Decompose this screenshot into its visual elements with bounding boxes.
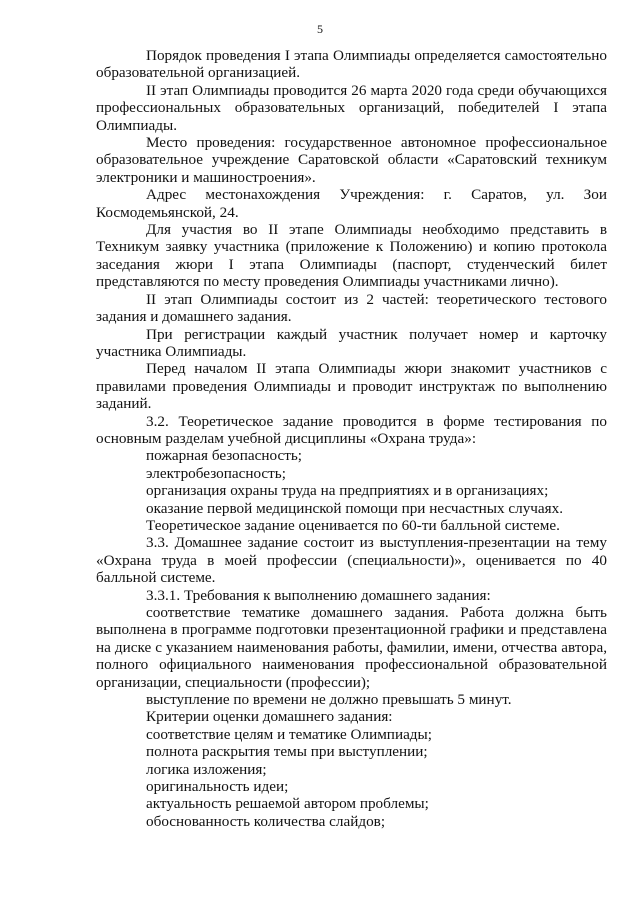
list-item: логика изложения;: [146, 760, 267, 778]
list-item: оригинальность идеи;: [146, 778, 289, 796]
list-item: соответствие целям и тематике Олимпиады;: [146, 725, 432, 743]
paragraph-section-3-2: 3.2. Теоретическое задание проводится в форме тестирования по основным разделам учебной дисциплины «Охрана труда»:: [96, 412, 607, 447]
list-item: пожарная безопасность;: [146, 447, 303, 465]
list-item: электробезопасность;: [146, 464, 286, 482]
page-number: 5: [317, 22, 323, 36]
document-body: [96, 47, 607, 830]
paragraph-homework-requirements: соответствие тематике домашнего задания. Работа должна быть выполнена в программе подготовки презентационной графики и представлена на диске с указанием наименования работы, фамилии, имени, отчества автора, полного официального наименования профессиональной образовательной организации, специальности (профессии);: [96, 604, 607, 691]
list-item: оказание первой медицинской помощи при несчастных случаях.: [146, 499, 564, 517]
list-item: выступление по времени не должно превышать 5 минут.: [146, 691, 512, 709]
list-item: обоснованность количества слайдов;: [146, 812, 386, 830]
paragraph-venue: Место проведения: государственное автономное профессиональное образовательное учреждение Саратовской области «Саратовский техникум электроники и машиностроения».: [96, 134, 607, 186]
paragraph-criteria-heading: Критерии оценки домашнего задания:: [146, 708, 393, 726]
paragraph-briefing: Перед началом II этапа Олимпиады жюри знакомит участников с правилами проведения Олимпиады и проводит инструктаж по выполнению заданий.: [96, 360, 607, 413]
paragraph-section-3-3: 3.3. Домашнее задание состоит из выступления-презентации на тему «Охрана труда в моей профессии (специальности)», оценивается по 40 балльной системе.: [96, 534, 607, 587]
paragraph-section-3-3-1: 3.3.1. Требования к выполнению домашнего задания:: [146, 586, 491, 604]
paragraph-theory-score: Теоретическое задание оценивается по 60-ти балльной системе.: [146, 516, 560, 534]
paragraph-address: Адрес местонахождения Учреждения: г. Саратов, ул. Зои Космодемьянской, 24.: [96, 186, 607, 221]
paragraph-registration: При регистрации каждый участник получает номер и карточку участника Олимпиады.: [96, 325, 607, 360]
list-item: организация охраны труда на предприятиях и в организациях;: [146, 482, 549, 500]
paragraph-stage2-date: II этап Олимпиады проводится 26 марта 2020 года среди обучающихся профессиональных образовательных организаций, победителей I этапа Олимпиады.: [96, 81, 607, 134]
paragraph-stage2-parts: II этап Олимпиады состоит из 2 частей: теоретического тестового задания и домашнего задания.: [96, 290, 607, 326]
paragraph-participation: Для участия во II этапе Олимпиады необходимо представить в Техникум заявку участника (приложение к Положению) и копию протокола заседания жюри I этапа Олимпиады (паспорт, студенческий билет представляются по месту проведения Олимпиады участниками лично).: [96, 221, 607, 291]
list-item: полнота раскрытия темы при выступлении;: [146, 743, 428, 761]
paragraph-stage1-procedure: Порядок проведения I этапа Олимпиады определяется самостоятельно образовательной организацией.: [96, 47, 607, 82]
list-item: актуальность решаемой автором проблемы;: [146, 795, 429, 813]
